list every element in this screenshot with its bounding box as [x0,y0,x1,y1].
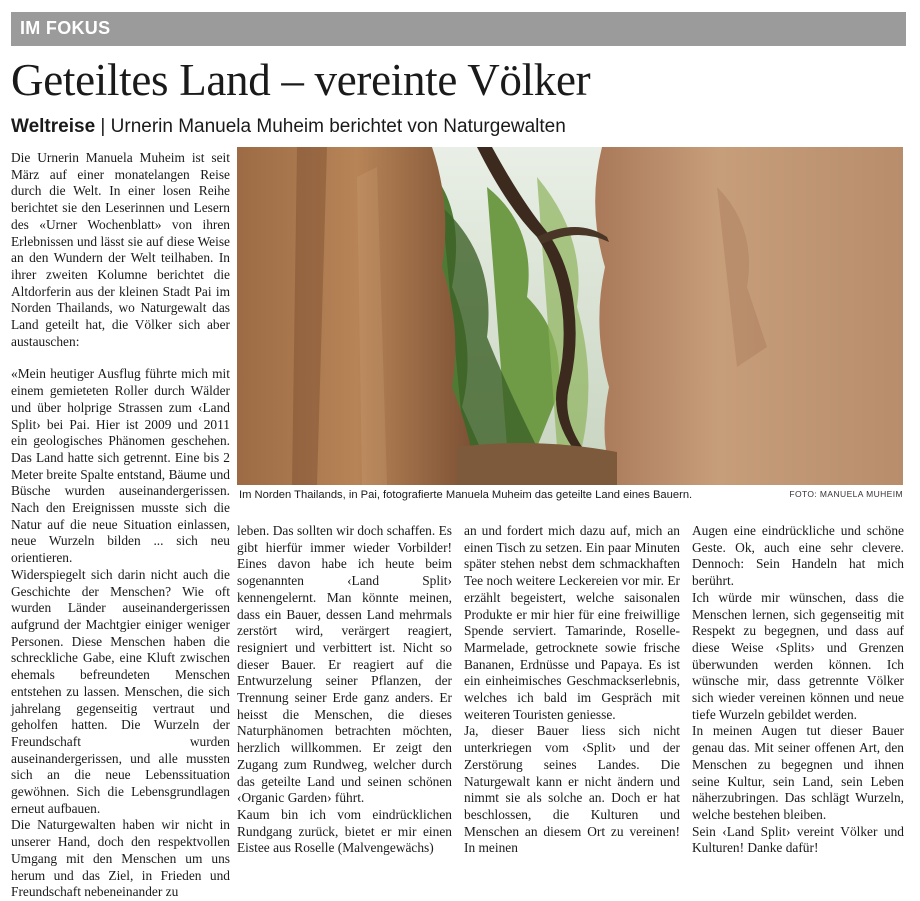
article-column-3 [464,523,680,857]
article-column-1 [11,150,230,901]
article-body-1 [11,366,230,901]
paragraph: «Mein heutiger Ausflug führte mich mit einem gemieteten Roller durch Wälder und über holprige Strassen zum ‹Land Split› bei Pai. Hier ist 2009 und 2011 ein geologisches Phänomen geschehen. Das Land hatte sich getrennt. Eine bis 2 Meter breite Spalte entstand, Bäume und Büsche wurden auseinandergerissen. Nach den Ereignissen musste sich die Natur auf die neue Situation einlassen, neue Wurzeln bilden ... sich neu orientieren. [11,366,230,566]
article-intro: Die Urnerin Manuela Muheim ist seit März auf einer monatelangen Reise durch die Welt. In einer losen Reihe berichtet sie den Leserinnen und Lesern des «Urner Wochenblatt» von ihren Erlebnissen und lässt sie auf diese Weise an den Wundern der Welt teilhaben. In ihrer zweiten Kolumne berichtet die Altdorferin aus der kleinen Stadt Pai im Norden Thailands, wo Naturgewalt das Land geteilt hat, die Völker sich aber austauschen: [11,150,230,349]
section-rubric [11,12,906,46]
article-column-4 [692,523,904,857]
paragraph: Augen eine eindrückliche und schöne Geste. Ok, auch eine sehr clevere. Dennoch: Sein Handeln hat mich berührt. [692,523,904,589]
subline-kicker: Weltreise [11,116,96,137]
paragraph: an und fordert mich dazu auf, mich an einen Tisch zu setzen. Ein paar Minuten später stehen nebst dem schmackhaften Tee noch weitere Leckereien vor mir. Er erzählt begeistert, welche saisonalen Produkte er mir hier für eine freiwillige Spende serviert. Tamarinde, Roselle-Marmelade, getrocknete sowie frische Bananen, Erdnüsse und Papaya. Es ist ein einheimisches Geschmackserlebnis, welches ich bald im Gespräch mit weiteren Touristen geniesse. [464,523,680,722]
paragraph: Sein ‹Land Split› vereint Völker und Kulturen! Danke dafür! [692,823,904,856]
paragraph: Kaum bin ich vom eindrücklichen Rundgang zurück, bietet er mir einen Eistee aus Roselle (Malvengewächs) [237,806,452,856]
paragraph: leben. Das sollten wir doch schaffen. Es gibt hierfür immer wieder Vorbilder! Eines davon habe ich heute beim sogenannten ‹Land Split› kennengelernt. Man könnte meinen, dass ein Bauer, dessen Land mehrmals zerstört wird, verärgert reagiert, resigniert und verbittert ist. Nicht so dieser Bauer. Er reagiert auf die Entwurzelung seiner Pflanzen, der Trennung seiner Erde ganz anders. Er heisst die Menschen, die dieses Naturphänomen betrachten möchten, herzlich willkommen. Er zeigt den Zugang zum Rundweg, welcher durch das geteilte Land und seinen schönen ‹Organic Garden› führt. [237,523,452,806]
paragraph: Die Naturgewalten haben wir nicht in unserer Hand, doch den respektvollen Umgang mit den Menschen um uns herum und das Ziel, in Frieden und Freundschaft nebeneinander zu [11,817,230,900]
paragraph: In meinen Augen tut dieser Bauer genau das. Mit seiner offenen Art, den Menschen zu begegnen und ihnen seine Kultur, sein Land, sein Leben näherzubringen. Das schlägt Wurzeln, welche bestehen bleiben. [692,723,904,822]
land-split-photo [237,147,903,485]
paragraph: Widerspiegelt sich darin nicht auch die Geschichte der Menschen? Wie oft wurden Länder auseinandergerissen aufgrund der Machtgier einiger weniger Personen. Diese Menschen haben die schreckliche Gabe, eine Kluft zwischen ehemals befreundeten Menschen entstehen zu lassen. Menschen, die sich jahrelang gegenseitig vertraut und geholfen hatten. Die Wurzeln der Freundschaft wurden auseinandergerissen, und alle mussten sich an die neue Lebenssituation gewöhnen. Sich die Lebensgrundlagen erneut aufbauen. [11,566,230,816]
photo-credit: FOTO: MANUELA MUHEIM [789,489,903,499]
paragraph: Ich würde mir wünschen, dass die Menschen lernen, sich gegenseitig mit Respekt zu begegnen, und dass auf diese Weise ‹Splits› und Grenzen überwunden werden können. Ich wünsche mir, dass getrennte Völker sich wieder vereinen können und neue tiefe Wurzeln gebildet werden. [692,589,904,722]
photo-caption: Im Norden Thailands, in Pai, fotografierte Manuela Muheim das geteilte Land eines Bauern. [239,489,693,501]
rubric-label: IM FOKUS [20,18,111,38]
paragraph: Ja, dieser Bauer liess sich nicht unterkriegen vom ‹Split› und der Zerstörung seines Landes. Die Naturgewalt kann er nicht ändern und nimmt sie als solche an. Doch er hat beschlossen, die Kulturen und Menschen an diesem Ort zu vereinen! In meinen [464,723,680,856]
subline-separator: | [100,116,106,137]
subheadline [11,116,566,138]
article-column-2 [237,523,452,857]
subline-text: Urnerin Manuela Muheim berichtet von Naturgewalten [110,116,566,137]
headline: Geteiltes Land – vereinte Völker [11,55,591,105]
